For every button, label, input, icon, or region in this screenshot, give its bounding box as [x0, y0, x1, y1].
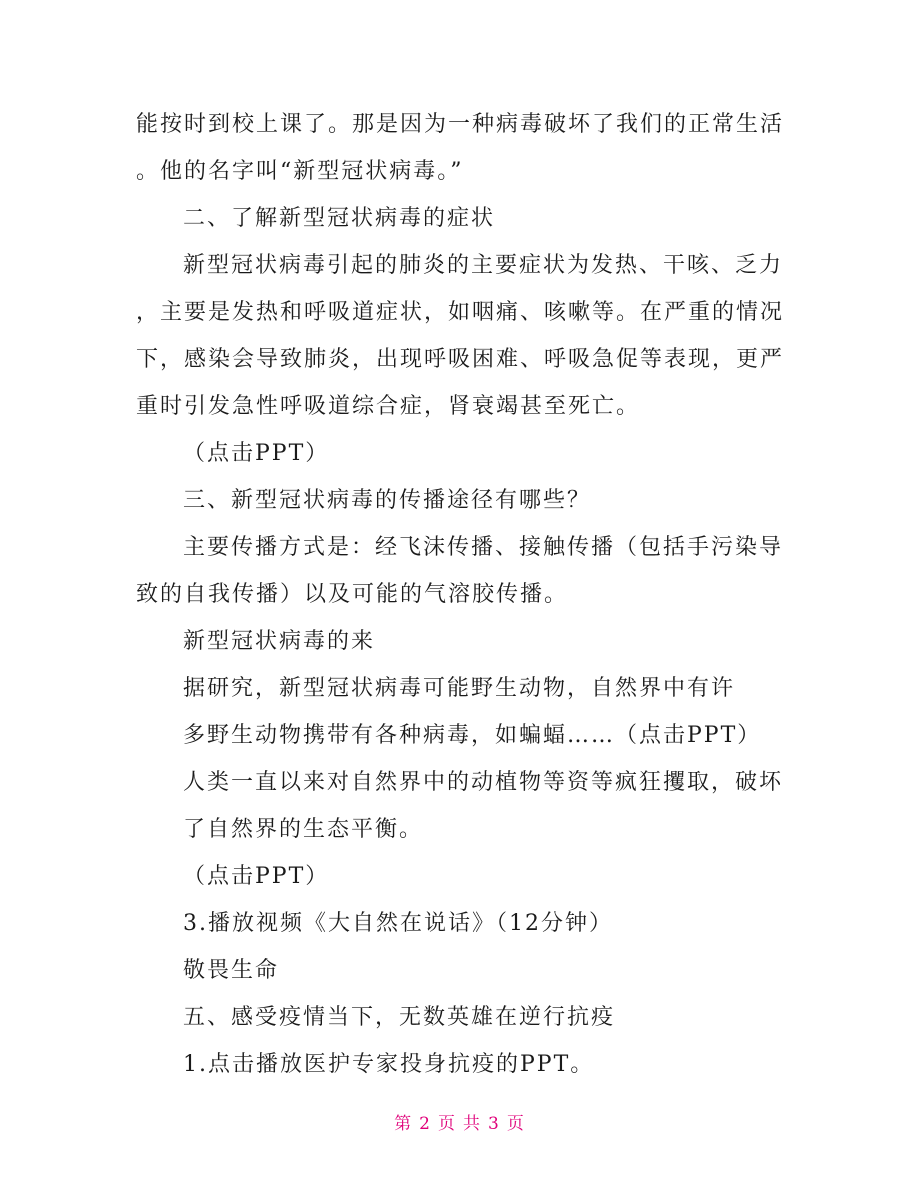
paragraph-line: 多野生动物携带有各种病毒，如蝙蝠……（点击PPT） [183, 723, 762, 748]
ppt-note: （点击PPT） [183, 864, 330, 889]
current-page-number: 2 [419, 1114, 432, 1134]
section-heading: 五、感受疫情当下，无数英雄在逆行抗疫 [183, 1005, 616, 1030]
paragraph-line: 下，感染会导致肺炎，出现呼吸困难、呼吸急促等表现，更严 [136, 347, 785, 372]
paragraph-line: 重时引发急性呼吸道综合症，肾衰竭甚至死亡。 [136, 394, 641, 419]
paragraph-line: 能按时到校上课了。那是因为一种病毒破坏了我们的正常生活 [136, 112, 785, 137]
page-footer [0, 1112, 920, 1136]
list-item: 3.播放视频《大自然在说话》（12分钟） [183, 911, 613, 936]
footer-gong: 共 [463, 1114, 482, 1134]
paragraph-line: 新型冠状病毒引起的肺炎的主要症状为发热、干咳、乏力 [183, 253, 784, 278]
footer-di: 第 [394, 1114, 414, 1134]
section-heading: 二、了解新型冠状病毒的症状 [183, 206, 496, 231]
list-item: 1.点击播放医护专家投身抗疫的PPT。 [183, 1052, 595, 1077]
paragraph-line: 。他的名字叫“新型冠状病毒。” [136, 159, 464, 184]
paragraph-line: 致的自我传播）以及可能的气溶胶传播。 [136, 582, 569, 607]
ppt-note: （点击PPT） [183, 441, 330, 466]
footer-ye: 页 [506, 1114, 526, 1134]
paragraph-line: 主要传播方式是：经飞沫传播、接触传播（包括手污染导 [183, 535, 784, 560]
footer-ye: 页 [438, 1114, 457, 1134]
section-heading: 三、新型冠状病毒的传播途径有哪些？ [183, 488, 592, 513]
section-heading: 敬畏生命 [183, 958, 280, 983]
section-heading: 新型冠状病毒的来 [183, 629, 376, 654]
total-pages-number: 3 [488, 1114, 501, 1134]
paragraph-line: 据研究，新型冠状病毒可能野生动物，自然界中有许 [183, 676, 736, 701]
paragraph-line: 了自然界的生态平衡。 [183, 817, 424, 842]
paragraph-line: ，主要是发热和呼吸道症状，如咽痛、咳嗽等。在严重的情况 [136, 300, 785, 325]
paragraph-line: 人类一直以来对自然界中的动植物等资等疯狂攫取，破坏 [183, 770, 784, 795]
